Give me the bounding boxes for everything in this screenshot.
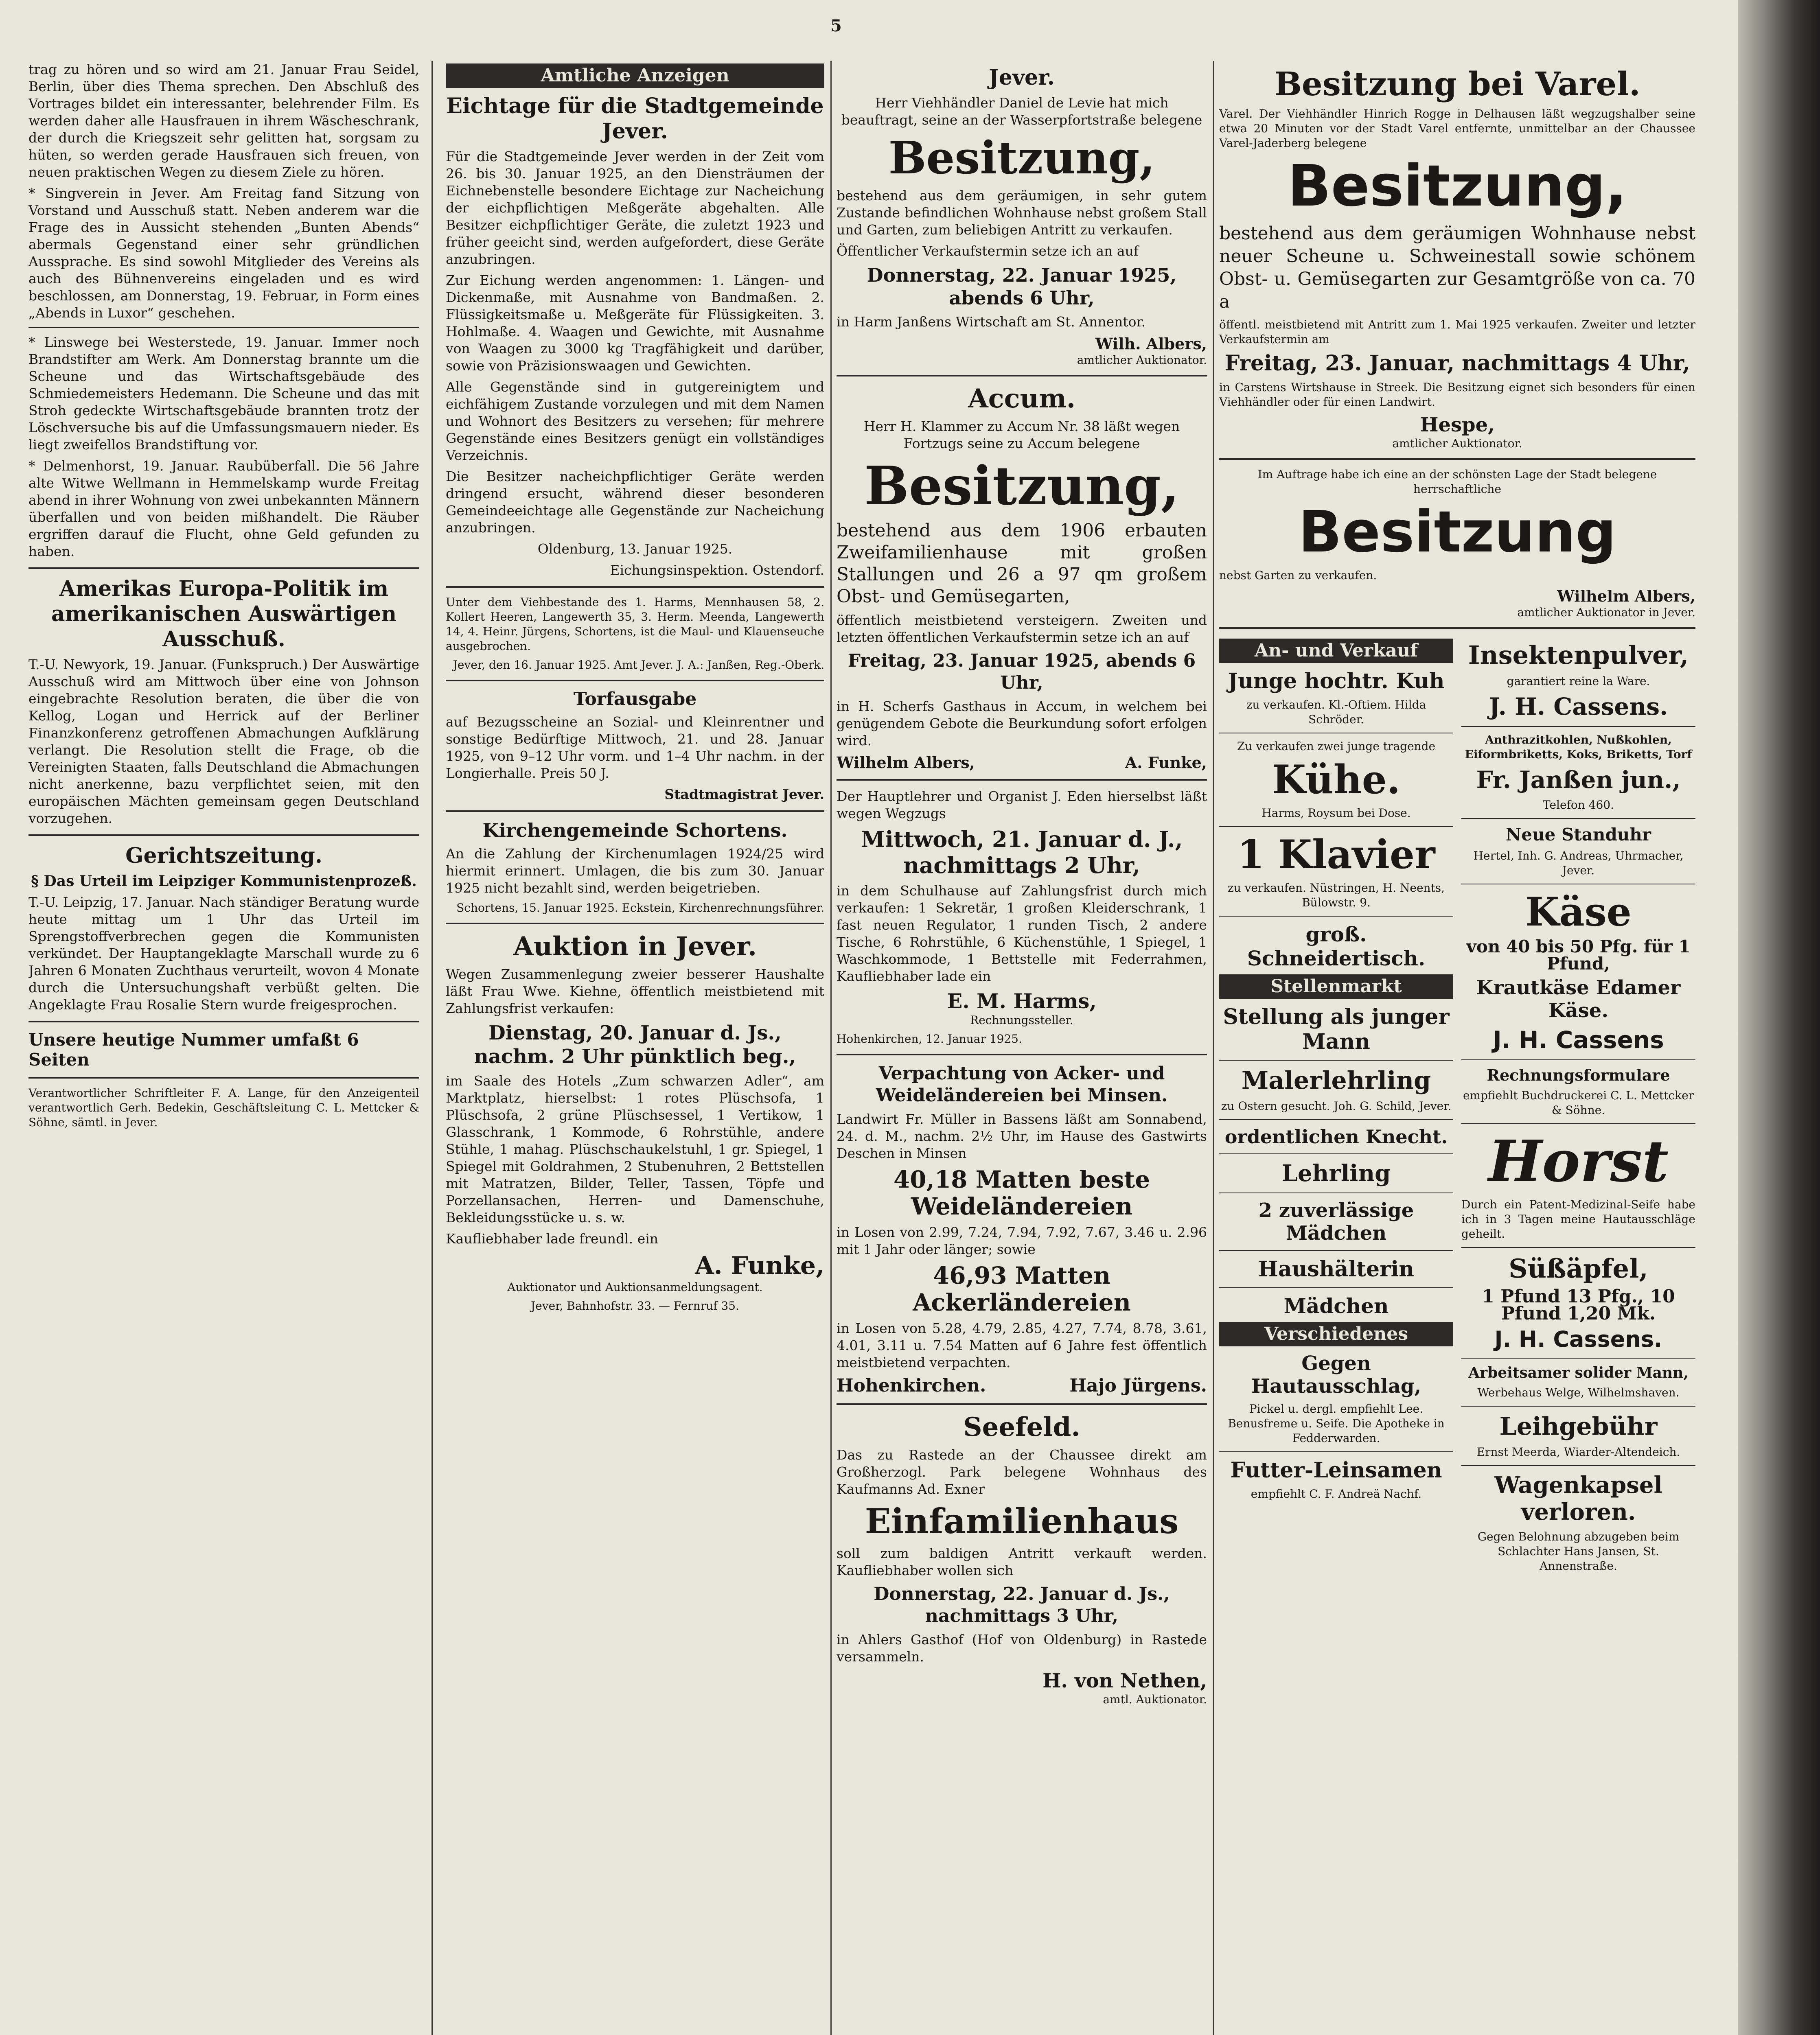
ad-text: Der Hauptlehrer und Organist J. Eden hierselbst läßt wegen Wegzugs — [837, 788, 1207, 821]
auction-text: im Saale des Hotels „Zum schwarzen Adler“, am Marktplatz, hierselbst: 1 rotes Plüschsofa, 1 Plüschsofa, 2 grüne Plüschsessel, 1 Vertikow, 1 Glasschrank, 1 Kommode, 6 Rohrstühle, andere Stühle, 1 mahag. Plüschschaukelstuhl, 1 gr. Spiegel, 1 Spiegel mit Goldrahmen, 2 Stubenuhren, 2 Bettstellen mit Matratzen, Bilder, Teller, Tassen, Töpfe und Porzellansachen, Herren- und Damenschuhe, Bekleidungsstücke u. s. w. — [446, 1073, 824, 1225]
classified-text: Pickel u. dergl. empfiehlt Lee. Benusfreme u. Seife. Die Apotheke in Fedderwarden. — [1228, 1402, 1445, 1445]
classified-title: ordentlichen Knecht. — [1224, 1126, 1448, 1148]
classified-title: Fr. Janßen jun., — [1476, 766, 1681, 794]
ad-text: in H. Scherfs Gasthaus in Accum, in welchem bei genügendem Gebote die Beurkundung sofort erfolgen wird. — [837, 698, 1207, 748]
classified-text: Werbehaus Welge, Wilhelmshaven. — [1477, 1386, 1680, 1399]
section-heading: Gerichtszeitung. — [125, 843, 322, 868]
classified-text: Durch ein Patent-Medizinal-Seife habe ich in 3 Tagen meine Hautausschläge geheilt. — [1461, 1198, 1695, 1241]
auctioneer-title: amtlicher Auktionator in Jever. — [1517, 606, 1695, 619]
ad-text: in Carstens Wirtshause in Streek. Die Besitzung eignet sich besonders für einen Viehhändler oder für einen Landwirt. — [1219, 381, 1695, 409]
imprint: Verantwortlicher Schriftleiter F. A. Lange, für den Anzeigenteil verantwortlich Gerh. Bedekin, Geschäftsleitung C. L. Mettcker & Söhne, sämtl. in Jever. — [28, 1086, 419, 1129]
auctioneer-name: H. von Nethen, — [1043, 1670, 1207, 1692]
section-banner: Verschiedenes — [1219, 1322, 1453, 1346]
classified-title: 1 Klavier — [1237, 832, 1435, 877]
notice-text: Für die Stadtgemeinde Jever werden in der Zeit vom 26. bis 30. Januar 1925, an den Diensträumen der Eichnebenstelle besondere Eichtage zur Nacheichung der eichpflichtigen Meßgeräte abgehalten. Alle Besitzer eichpflichtiger Geräte, die zuletzt 1923 und früher geeicht sind, werden aufgefordert, diese Geräte anzubringen. — [446, 149, 824, 267]
classified-title: Krautkäse Edamer Käse. — [1476, 976, 1681, 1022]
divider — [446, 586, 824, 588]
auctioneer-name: A. Funke, — [1125, 753, 1207, 772]
ad-text: bestehend aus dem 1906 erbauten Zweifamilienhause mit großen Stallungen und 26 a 97 qm großem Obst- und Gemüsegarten, — [837, 520, 1207, 607]
ad-date: Mittwoch, 21. Januar d. J., nachmittags 2 Uhr, — [861, 826, 1183, 878]
divider — [1219, 1153, 1453, 1154]
classified-title: Leihgebühr — [1499, 1412, 1658, 1441]
ad-headline: Besitzung bei Varel. — [1274, 65, 1640, 103]
divider — [1219, 1451, 1453, 1452]
divider — [1219, 1060, 1453, 1061]
divider — [1219, 458, 1695, 460]
ad-date: Donnerstag, 22. Januar d. Js., nachmittags 3 Uhr, — [874, 1584, 1170, 1626]
classified-text: 1 Pfund 13 Pfg., 10 Pfund 1,20 Mk. — [1482, 1286, 1675, 1324]
article-text: T.-U. Newyork, 19. Januar. (Funkspruch.) Der Auswärtige Ausschuß wird am Mittwoch über eine von Johnson eingebrachte Resolution beraten, die über die von Kellog, Logan und Herrick auf der Berliner Finanzkonferenz getroffenen Abmachungen Aufklärung verlangt. Die Resolution stellt die Frage, ob die Vereinigten Staaten, falls Deutschland die Abmachungen nicht anerkenne, bazu verpflichtet seien, mit den europäischen Mächten gemeinsam gegen Deutschland vorzugehen. — [28, 656, 419, 826]
notice-text: Alle Gegenstände sind in gutgereinigtem und eichfähigem Zustande vorzulegen und mit dem Namen und Wohnort des Besitzers zu versehen; für mehrere Gegenstände eines Besitzers genügt ein vollständiges Verzeichnis. — [446, 379, 824, 463]
ad-text: Öffentlicher Verkaufstermin setze ich an auf — [837, 243, 1139, 259]
classified-text: Harms, Roysum bei Dose. — [1262, 806, 1411, 820]
auctioneer-address: Jever, Bahnhofstr. 33. — Fernruf 35. — [530, 1299, 740, 1313]
classified-title: Gegen Hautausschlag, — [1251, 1352, 1421, 1398]
auctioneer-name: A. Funke, — [695, 1252, 824, 1280]
notice-headline: Torfausgabe — [573, 689, 697, 709]
divider — [1461, 1406, 1695, 1407]
classified-title: Malerlehrling — [1241, 1066, 1431, 1095]
divider — [1461, 1059, 1695, 1060]
article-text: * Delmenhorst, 19. Januar. Raubüberfall. Die 56 Jahre alte Witwe Wellmann in Hemmelskamp wurde Freitag abend in ihrer Wohnung von zwei unbekannten Männern überfallen und von beiden mißhandelt. Die Räuber ergriffen darauf die Flucht, ohne Geld gefunden zu haben. — [28, 458, 419, 559]
divider — [837, 779, 1207, 781]
column-news — [28, 61, 419, 2035]
notice-text: Zur Eichung werden angenommen: 1. Längen- und Dickenmaße, mit Ausnahme von Bandmaßen. 2. Flüssigkeitsmaße u. Meßgeräte für Flüssigkeiten. 3. Hohlmaße. 4. Waagen und Gewichte, mit Ausnahme von Waagen zu 3000 kg Tragfähigkeit und darüber, sowie von Präzisionswaagen und Gewichten. — [446, 272, 824, 374]
ad-signatures — [837, 1375, 1207, 1396]
ad-text: soll zum baldigen Antritt verkauft werden. Kaufliebhaber wollen sich — [837, 1545, 1207, 1578]
notice-headline: Eichtage für die Stadtgemeinde Jever. — [446, 94, 824, 144]
notice-text: Unter dem Viehbestande des 1. Harms, Mennhausen 58, 2. Kollert Heeren, Langewerth 35, 3. Herm. Meenda, Langewerth 14, 4. Heinr. Jürgens, Schortens, ist die Maul- und Klauenseuche ausgebrochen. — [446, 595, 824, 653]
ad-headline: 40,18 Matten beste Weideländereien — [893, 1166, 1150, 1220]
classified-text: empfiehlt Buchdruckerei C. L. Mettcker & Söhne. — [1463, 1089, 1694, 1117]
section-banner: An- und Verkauf — [1219, 639, 1453, 663]
ad-date: Freitag, 23. Januar, nachmittags 4 Uhr, — [1224, 351, 1690, 376]
classified-text: zu Ostern gesucht. Joh. G. Schild, Jever. — [1221, 1099, 1452, 1113]
auction-text: Kaufliebhaber lade freundl. ein — [446, 1231, 659, 1247]
auctioneer-name: Wilh. Albers, — [1095, 335, 1207, 353]
classified-text: Gegen Belohnung abzugeben beim Schlachter Hans Jansen, St. Annenstraße. — [1477, 1530, 1680, 1573]
divider — [1219, 826, 1453, 827]
classified-title: Futter-Leinsamen — [1230, 1458, 1442, 1483]
section-banner: Amtliche Anzeigen — [446, 63, 824, 88]
classified-title: Kühe. — [1272, 757, 1401, 803]
ad-headline: 46,93 Matten Ackerländereien — [913, 1262, 1131, 1316]
classified-title: Lehrling — [1281, 1160, 1391, 1187]
classified-title: Arbeitsamer solider Mann, — [1468, 1364, 1689, 1381]
divider — [1461, 1247, 1695, 1248]
notice-headline: Kirchengemeinde Schortens. — [482, 819, 788, 841]
auctioneer-name: E. M. Harms, — [947, 989, 1097, 1013]
ad-text: bestehend aus dem geräumigen, in sehr gutem Zustande befindlichen Wohnhause nebst großem Stall und Garten, zum beliebigen Antritt zu verkaufen. — [837, 188, 1207, 238]
ad-title: Besitzung, — [1287, 153, 1627, 219]
classified-text: zu verkaufen. Kl.-Oftiem. Hilda Schröder. — [1246, 698, 1426, 726]
column-property-ads — [837, 61, 1207, 2035]
divider — [1219, 916, 1453, 917]
notice-text: auf Bezugsscheine an Sozial- und Kleinrentner und sonstige Bedürftige Mittwoch, 21. und 28. Januar 1925, von 9–12 Uhr vorm. und 1–4 Uhr nachm. in der Longierhalle. Preis 50 J. — [446, 714, 824, 781]
ad-date: Freitag, 23. Januar 1925, abends 6 Uhr, — [848, 650, 1196, 693]
classified-title: Stellung als junger Mann — [1223, 1004, 1450, 1054]
ad-text: Varel. Der Viehhändler Hinrich Rogge in Delhausen läßt wegzugshalber seine etwa 20 Minuten vor der Stadt Varel entfernte, unmittelbar an der Chaussee Varel-Jaderberg belegene — [1219, 107, 1695, 150]
notice-signature: Eichungsinspektion. Ostendorf. — [610, 562, 824, 578]
classified-text: garantiert reine la Ware. — [1507, 674, 1650, 688]
ad-signatures — [837, 753, 1207, 772]
divider — [28, 327, 419, 328]
ad-title: Besitzung — [1298, 499, 1616, 565]
notice-signature: Stadtmagistrat Jever. — [664, 786, 824, 802]
ad-text: Das zu Rastede an der Chaussee direkt am Großherzogl. Park belegene Wohnhaus des Kaufmanns Ad. Exner — [837, 1447, 1207, 1497]
ad-title: Einfamilienhaus — [865, 1501, 1179, 1541]
article-text: * Linswege bei Westerstede, 19. Januar. Immer noch Brandstifter am Werk. Am Donnerstag brannte um die Scheune und das Wirtschaftsgebäude des Schmiedemeisters Hedemann. Die Scheune und das mit Stroh gedeckte Wirtschaftsgebäude brannten trotz der Löschversuche bis auf die Umfassungsmauern nieder. Es liegt zweifellos Brandstiftung vor. — [28, 334, 419, 453]
divider — [446, 810, 824, 812]
classified-title: Insektenpulver, — [1468, 640, 1689, 670]
article-text: * Singverein in Jever. Am Freitag fand Sitzung von Vorstand und Ausschuß statt. Neben anderem war die Frage des in Aussicht stehenden „Bunten Abends“ abermals Gegenstand einer sehr gründlichen Aussprache. Es sind sowohl Mitglieder des Vereins als auch des Bühnenvereins eingeladen und es wird beschlossen, am Donnerstag, 19. Februar, in Form eines „Abends in Luxor“ geschehen. — [28, 185, 419, 321]
ad-text: in Losen von 2.99, 7.24, 7.94, 7.92, 7.67, 3.46 u. 2.96 mit 1 Jahr oder länger; sowie — [837, 1224, 1207, 1257]
ad-title: Besitzung, — [888, 131, 1155, 184]
classified-title: Mädchen — [1283, 1294, 1389, 1318]
notice-text: Die Besitzer nacheichpflichtiger Geräte werden dringend ersucht, während dieser besonderen Gemeindeeichtage alle Gegenstände zur Nacheichung anzubringen. — [446, 468, 824, 536]
divider — [28, 1077, 419, 1079]
divider — [1219, 1119, 1453, 1120]
classified-text: Hertel, Inh. G. Andreas, Uhrmacher, Jever. — [1473, 849, 1684, 877]
divider — [1461, 1123, 1695, 1124]
divider — [1461, 818, 1695, 819]
book-edge — [1738, 0, 1820, 2035]
divider — [1219, 627, 1695, 629]
auctioneer-title: amtlicher Auktionator. — [1392, 437, 1522, 450]
ad-place: Seefeld. — [963, 1412, 1080, 1442]
ad-date: Donnerstag, 22. Januar 1925, abends 6 Uhr, — [867, 264, 1177, 309]
divider — [446, 923, 824, 924]
classified-title: Horst — [1488, 1128, 1669, 1195]
auction-text: Wegen Zusammenlegung zweier besserer Haushalte läßt Frau Wwe. Kiehne, öffentlich meistbietend mit Zahlungsfrist verkaufen: — [446, 966, 824, 1016]
classified-title: Neue Standuhr — [1505, 825, 1651, 845]
ad-title: Besitzung, — [864, 455, 1180, 517]
page-number: 5 — [830, 16, 842, 35]
ad-text: in dem Schulhause auf Zahlungsfrist durch mich verkaufen: 1 Sekretär, 1 großen Kleiderschrank, 1 fast neuen Regulator, 1 runden Tisch, 2 andere Tische, 6 Rohrstühle, 6 Küchenstühle, 1 Spiegel, 1 Waschkommode, 1 Bettstelle mit Federrahmen, Kaufliebhaber lade ein — [837, 883, 1207, 984]
column-rule — [431, 61, 433, 2035]
ad-text: Im Auftrage habe ich eine an der schönsten Lage der Stadt belegene herrschaftliche — [1257, 468, 1657, 496]
classified-text: Ernst Meerda, Wiarder-Altendeich. — [1476, 1445, 1680, 1459]
ad-text: öffentl. meistbietend mit Antritt zum 1. Mai 1925 verkaufen. Zweiter und letzter Verkaufstermin am — [1219, 318, 1695, 346]
divider — [1461, 726, 1695, 727]
auction-headline: Auktion in Jever. — [513, 931, 757, 962]
ad-text: Herr Viehhändler Daniel de Levie hat mich beauftragt, seine an der Wasserpfortstraße belegene — [841, 95, 1202, 128]
classified-title: Süßäpfel, — [1509, 1254, 1648, 1284]
issue-notice: Unsere heutige Nummer umfaßt 6 Seiten — [28, 1030, 359, 1070]
classified-title: J. H. Cassens. — [1489, 693, 1668, 720]
article-text: trag zu hören und so wird am 21. Januar Frau Seidel, Berlin, über dies Thema sprechen. Den Abschluß des Vortrages bildet ein interessanter, belehrender Film. Es werden daher alle Hausfrauen in ihrem Wäscheschrank, der durch die Kriegszeit sehr gelitten hat, sorgsam zu hüten, so werden gerade Hausfrauen sich freuen, von neuen praktischen Wegen zu diesem Ziele zu hören. — [28, 61, 419, 180]
divider — [837, 1054, 1207, 1055]
ad-place: Accum. — [968, 383, 1076, 414]
ad-place: Jever. — [989, 65, 1055, 90]
divider — [28, 567, 419, 569]
divider — [1461, 1358, 1695, 1359]
classified-title: J. H. Cassens — [1493, 1026, 1664, 1054]
auction-date: Dienstag, 20. Januar d. Js., nachm. 2 Uhr pünktlich beg., — [474, 1022, 796, 1068]
classified-right — [1461, 636, 1695, 1578]
ad-text: nebst Garten zu verkaufen. — [1219, 569, 1377, 582]
article-headline: Amerikas Europa-Politik im amerikanischen Auswärtigen Ausschuß. — [51, 576, 397, 652]
classified-title: Wagenkapsel verloren. — [1494, 1472, 1662, 1525]
classified-text: Anthrazitkohlen, Nußkohlen, Eiformbriketts, Koks, Briketts, Torf — [1465, 733, 1692, 761]
auctioneer-title: Rechnungssteller. — [970, 1013, 1073, 1027]
ad-text: öffentlich meistbietend versteigern. Zweiten und letzten öffentlichen Verkaufstermin setze ich an auf — [837, 612, 1207, 645]
divider — [837, 1403, 1207, 1405]
ad-place: Hohenkirchen. — [837, 1375, 986, 1396]
divider — [1219, 1287, 1453, 1288]
ad-text: in Losen von 5.28, 4.79, 2.85, 4.27, 7.74, 8.78, 3.61, 4.01, 3.11 u. 7.54 Matten auf 6 Jahre fest öffentlich meistbietend verpachten. — [837, 1320, 1207, 1370]
column-official-notices — [446, 61, 824, 2035]
ad-text: in Harm Janßens Wirtschaft am St. Annentor. — [837, 314, 1146, 330]
ad-text: in Ahlers Gasthof (Hof von Oldenburg) in Rastede versammeln. — [837, 1632, 1207, 1665]
auctioneer-name: Wilhelm Albers, — [837, 753, 975, 772]
divider — [28, 834, 419, 836]
classified-title: 2 zuverlässige Mädchen — [1258, 1199, 1414, 1245]
classified-title: Junge hochtr. Kuh — [1228, 669, 1445, 694]
ad-text: Landwirt Fr. Müller in Bassens läßt am Sonnabend, 24. d. M., nachm. 2½ Uhr, im Hause des Gastwirts Deschen in Minsen — [837, 1111, 1207, 1161]
divider — [28, 1021, 419, 1022]
ad-text: Herr H. Klammer zu Accum Nr. 38 läßt wegen Fortzugs seine zu Accum belegene — [863, 418, 1180, 451]
classified-title: J. H. Cassens. — [1494, 1326, 1662, 1352]
column-classifieds — [1219, 61, 1695, 2035]
notice-text: An die Zahlung der Kirchenumlagen 1924/25 wird hiermit erinnert. Umlagen, die bis zum 30. Januar 1925 nicht bezahlt sind, werden beigetrieben. — [446, 846, 824, 896]
ad-place-date: Hohenkirchen, 12. Januar 1925. — [837, 1032, 1022, 1046]
classified-title: groß. Schneidertisch. — [1247, 922, 1426, 970]
notice-place: Oldenburg, 13. Januar 1925. — [537, 541, 733, 557]
auctioneer-name: Hespe, — [1420, 414, 1495, 436]
classified-text: Zu verkaufen zwei junge tragende — [1237, 740, 1436, 753]
section-banner: Stellenmarkt — [1219, 974, 1453, 999]
auctioneer-title: amtlicher Auktionator. — [1077, 353, 1207, 367]
classified-left — [1219, 636, 1453, 1578]
divider — [446, 680, 824, 681]
auctioneer-name: Hajo Jürgens. — [1069, 1375, 1207, 1396]
column-rule — [830, 61, 832, 2035]
ad-text: bestehend aus dem geräumigen Wohnhause nebst neuer Scheune u. Schweinestall sowie schönem Obst- u. Gemüsegarten zur Gesamtgröße von ca. 70 a — [1219, 223, 1695, 312]
notice-signature: Jever, den 16. Januar 1925. Amt Jever. J. A.: Janßen, Reg.-Oberk. — [453, 658, 824, 672]
classified-title: Käse — [1525, 889, 1632, 935]
article-text: T.-U. Leipzig, 17. Januar. Nach ständiger Beratung wurde heute mittag um 1 Uhr das Urteil im Sprengstoffverbrechen gegen die Kommunisten verkündet. Der Hauptangeklagte Marschall wurde zu 6 Jahren 6 Monaten Zuchthaus verurteilt, wovon 4 Monate durch die Untersuchungshaft verbüßt gelten. Die Angeklagte Frau Rosalie Stern wurde freigesprochen. — [28, 894, 419, 1013]
ad-headline: Verpachtung von Acker- und Weideländereien bei Minsen. — [876, 1063, 1168, 1106]
auctioneer-title: Auktionator und Auktionsanmeldungsagent. — [507, 1280, 763, 1294]
divider — [1219, 1250, 1453, 1251]
auctioneer-name: Wilhelm Albers, — [1557, 587, 1695, 605]
notice-signature: Schortens, 15. Januar 1925. Eckstein, Kirchenrechnungsführer. — [456, 901, 824, 915]
divider — [1461, 1465, 1695, 1466]
divider — [837, 375, 1207, 376]
auctioneer-title: amtl. Auktionator. — [1103, 1693, 1207, 1706]
classified-text: zu verkaufen. Nüstringen, H. Neents, Bülowstr. 9. — [1227, 881, 1445, 909]
article-headline: § Das Urteil im Leipziger Kommunistenprozeß. — [31, 873, 417, 890]
classified-text: von 40 bis 50 Pfg. für 1 Pfund, — [1466, 937, 1691, 974]
classified-title: Haushälterin — [1258, 1257, 1415, 1282]
classified-text: empfiehlt C. F. Andreä Nachf. — [1251, 1487, 1422, 1501]
classified-text: Telefon 460. — [1542, 798, 1614, 812]
classified-grid — [1219, 636, 1695, 1578]
classified-title: Rechnungsformulare — [1487, 1066, 1670, 1084]
column-rule — [1213, 61, 1214, 2035]
